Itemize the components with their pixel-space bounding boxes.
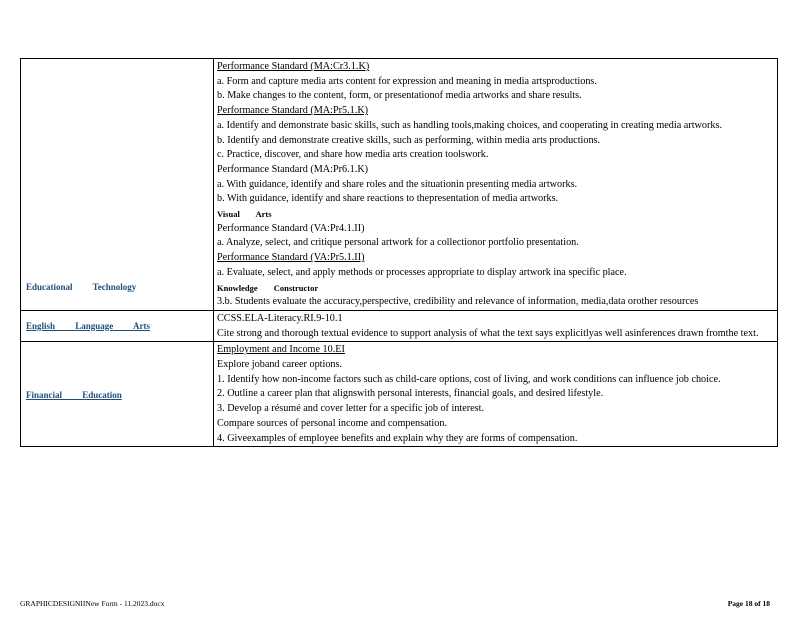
standard-line: a. Evaluate, select, and apply methods or processes appropriate to display artwork ina specific place. <box>217 266 627 278</box>
standard-line: CCSS.ELA-Literacy.RI.9-10.1 <box>217 312 343 324</box>
subject-label: English Language Arts <box>26 320 151 331</box>
standard-line: 3.b. Students evaluate the accuracy,perspective, credibility and relevance of information, media,data orother resources <box>217 296 699 308</box>
standard-line: Cite strong and thorough textual evidence to support analysis of what the text says explicitlyas well asinferences drawn fromthe text. <box>217 327 759 339</box>
subject-label: Educational Technology <box>26 282 137 293</box>
standard-line: Performance Standard (VA:Pr4.1.II) <box>217 222 365 234</box>
standard-line: b. Identify and demonstrate creative skills, such as performing, within media arts productions. <box>217 134 601 146</box>
subject-label: Financial Education <box>26 389 122 400</box>
standards-cell <box>214 342 778 447</box>
footer-page-number: Page 18 of 18 <box>727 599 770 608</box>
standard-line: c. Practice, discover, and share how media arts creation toolswork. <box>217 149 489 161</box>
standard-line: b. Make changes to the content, form, or presentationof media artworks and share results. <box>217 90 582 102</box>
table-row <box>21 342 778 447</box>
section-heading: Knowledge Constructor <box>217 282 319 293</box>
subject-cell <box>21 342 214 447</box>
table-row <box>21 310 778 341</box>
standard-line: a. Identify and demonstrate basic skills, such as handling tools,making choices, and cooperating in creating media artworks. <box>217 119 722 131</box>
standards-table <box>20 58 778 447</box>
subject-cell <box>21 310 214 341</box>
standard-line: b. With guidance, identify and share reactions to thepresentation of media artworks. <box>217 193 559 205</box>
standards-cell <box>214 59 778 311</box>
subject-cell <box>21 59 214 311</box>
standard-line: a. With guidance, identify and share roles and the situationin presenting media artworks. <box>217 178 578 190</box>
standard-line: Compare sources of personal income and compensation. <box>217 417 447 429</box>
footer-filename: GRAPHICDESIGNIINew Form - 11.2023.docx <box>20 599 165 608</box>
standard-line: 1. Identify how non-income factors such as child-care options, cost of living, and work conditions can influence job choice. <box>217 373 721 385</box>
standard-line: Performance Standard (MA:Pr5.1.K) <box>217 105 369 117</box>
standards-cell <box>214 310 778 341</box>
standard-line: a. Analyze, select, and critique personal artwork for a collectionor portfolio presentation. <box>217 237 579 249</box>
standard-line: Performance Standard (MA:Pr6.1.K) <box>217 163 369 175</box>
standard-line: 2. Outline a career plan that alignswith personal interests, financial goals, and desired lifestyle. <box>217 388 604 400</box>
standard-line: Employment and Income 10.EI <box>217 344 345 356</box>
standard-line: Performance Standard (MA:Cr3.1.K) <box>217 61 370 72</box>
standard-line: 4. Giveexamples of employee benefits and explain why they are forms of compensation. <box>217 432 578 444</box>
standard-line: Performance Standard (VA:Pr5.1.II) <box>217 252 365 264</box>
standard-line: 3. Develop a résumé and cover letter for a specific job of interest. <box>217 403 485 415</box>
section-heading: Visual Arts <box>217 209 272 220</box>
standard-line: Explore joband career options. <box>217 359 343 371</box>
standard-line: a. Form and capture media arts content for expression and meaning in media artsproductions. <box>217 75 597 87</box>
table-row <box>21 59 778 311</box>
